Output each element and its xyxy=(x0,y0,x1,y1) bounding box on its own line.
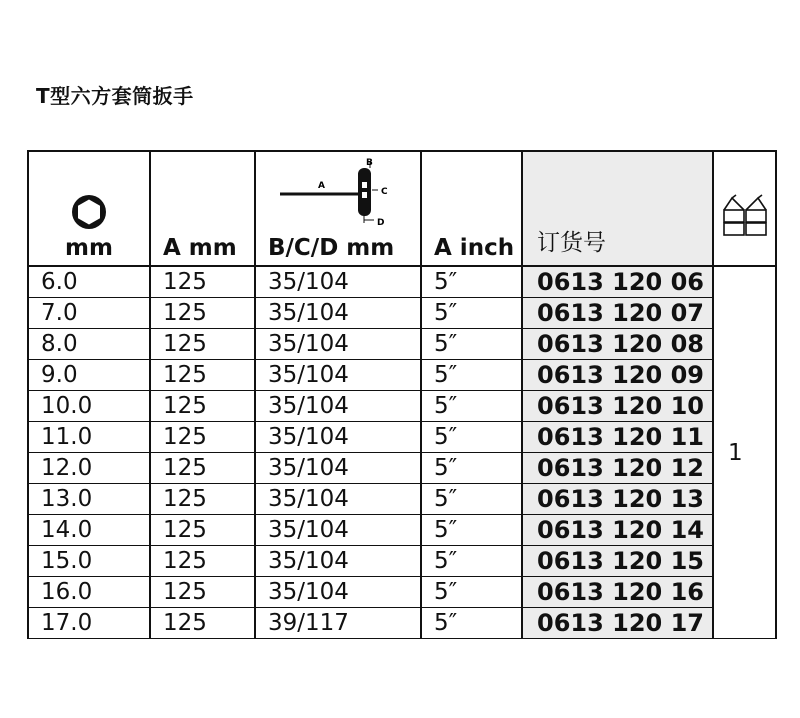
cell-bcd-mm: 35/104 xyxy=(255,329,421,360)
cell-size: 8.0 xyxy=(28,329,150,360)
diagram-label-d: D xyxy=(377,218,385,228)
cell-bcd-mm: 35/104 xyxy=(255,453,421,484)
cell-size: 14.0 xyxy=(28,515,150,546)
table-row xyxy=(28,484,776,515)
cell-size: 12.0 xyxy=(28,453,150,484)
table-row xyxy=(28,360,776,391)
cell-a-inch: 5″ xyxy=(421,266,522,298)
table-row xyxy=(28,546,776,577)
cell-order-no: 0613 120 11 xyxy=(522,422,713,453)
table-row xyxy=(28,298,776,329)
page-title: T型六方套筒扳手 xyxy=(36,84,194,108)
cell-a-inch: 5″ xyxy=(421,329,522,360)
cell-a-mm: 125 xyxy=(150,484,255,515)
cell-size: 6.0 xyxy=(28,266,150,298)
cell-bcd-mm: 35/104 xyxy=(255,360,421,391)
cell-bcd-mm: 35/104 xyxy=(255,298,421,329)
cell-a-inch: 5″ xyxy=(421,546,522,577)
cell-order-no: 0613 120 17 xyxy=(522,608,713,639)
table-row xyxy=(28,577,776,608)
header-a-inch-label: A inch xyxy=(434,235,515,261)
cell-size: 9.0 xyxy=(28,360,150,391)
cell-order-no: 0613 120 06 xyxy=(522,266,713,298)
cell-order-no: 0613 120 13 xyxy=(522,484,713,515)
cell-a-inch: 5″ xyxy=(421,484,522,515)
cell-bcd-mm: 35/104 xyxy=(255,422,421,453)
cell-a-inch: 5″ xyxy=(421,391,522,422)
cell-size: 15.0 xyxy=(28,546,150,577)
cell-order-no: 0613 120 07 xyxy=(522,298,713,329)
cell-a-mm: 125 xyxy=(150,298,255,329)
header-size xyxy=(28,151,150,266)
diagram-label-c: C xyxy=(381,187,388,197)
header-order-no-label: 订货号 xyxy=(537,230,606,256)
diagram-label-a: A xyxy=(318,181,325,191)
header-a-inch xyxy=(421,151,522,266)
header-a-mm-label: A mm xyxy=(163,235,237,261)
cell-order-no: 0613 120 14 xyxy=(522,515,713,546)
cell-size: 7.0 xyxy=(28,298,150,329)
cell-a-mm: 125 xyxy=(150,608,255,639)
header-bcd-mm-label: B/C/D mm xyxy=(268,235,395,261)
cell-a-mm: 125 xyxy=(150,577,255,608)
table-row xyxy=(28,329,776,360)
cell-a-mm: 125 xyxy=(150,422,255,453)
cell-a-mm: 125 xyxy=(150,391,255,422)
cell-order-no: 0613 120 08 xyxy=(522,329,713,360)
header-row xyxy=(28,151,776,266)
cell-a-inch: 5″ xyxy=(421,515,522,546)
table-row xyxy=(28,266,776,298)
cell-bcd-mm: 35/104 xyxy=(255,391,421,422)
header-bcd-mm xyxy=(255,151,421,266)
cell-bcd-mm: 39/117 xyxy=(255,608,421,639)
cell-a-mm: 125 xyxy=(150,329,255,360)
cell-bcd-mm: 35/104 xyxy=(255,484,421,515)
cell-bcd-mm: 35/104 xyxy=(255,515,421,546)
cell-size: 16.0 xyxy=(28,577,150,608)
cell-a-mm: 125 xyxy=(150,515,255,546)
cell-size: 10.0 xyxy=(28,391,150,422)
cell-order-no: 0613 120 09 xyxy=(522,360,713,391)
table-row xyxy=(28,515,776,546)
cell-order-no: 0613 120 10 xyxy=(522,391,713,422)
table-row xyxy=(28,453,776,484)
cell-a-inch: 5″ xyxy=(421,453,522,484)
header-order-no xyxy=(522,151,713,266)
cell-a-mm: 125 xyxy=(150,266,255,298)
cell-size: 13.0 xyxy=(28,484,150,515)
t-handle-wrench-diagram xyxy=(278,156,413,228)
header-a-mm xyxy=(150,151,255,266)
hexagon-socket-icon xyxy=(69,192,109,232)
cell-a-inch: 5″ xyxy=(421,360,522,391)
header-packaging xyxy=(713,151,776,266)
cell-a-inch: 5″ xyxy=(421,298,522,329)
cell-a-inch: 5″ xyxy=(421,422,522,453)
cell-a-mm: 125 xyxy=(150,546,255,577)
table-row xyxy=(28,608,776,639)
diagram-label-b: B xyxy=(366,158,373,168)
cell-order-no: 0613 120 12 xyxy=(522,453,713,484)
table-row xyxy=(28,422,776,453)
cell-order-no: 0613 120 16 xyxy=(522,577,713,608)
cell-a-inch: 5″ xyxy=(421,608,522,639)
cell-a-inch: 5″ xyxy=(421,577,522,608)
cell-a-mm: 125 xyxy=(150,453,255,484)
header-size-label: mm xyxy=(65,235,113,261)
cell-order-no: 0613 120 15 xyxy=(522,546,713,577)
cell-size: 11.0 xyxy=(28,422,150,453)
cell-bcd-mm: 35/104 xyxy=(255,546,421,577)
cell-bcd-mm: 35/104 xyxy=(255,266,421,298)
cell-packaging-qty: 1 xyxy=(713,266,776,639)
cell-size: 17.0 xyxy=(28,608,150,639)
cell-bcd-mm: 35/104 xyxy=(255,577,421,608)
product-spec-table xyxy=(27,150,777,639)
cell-a-mm: 125 xyxy=(150,360,255,391)
table-row xyxy=(28,391,776,422)
packaging-unit-icon xyxy=(722,192,768,238)
